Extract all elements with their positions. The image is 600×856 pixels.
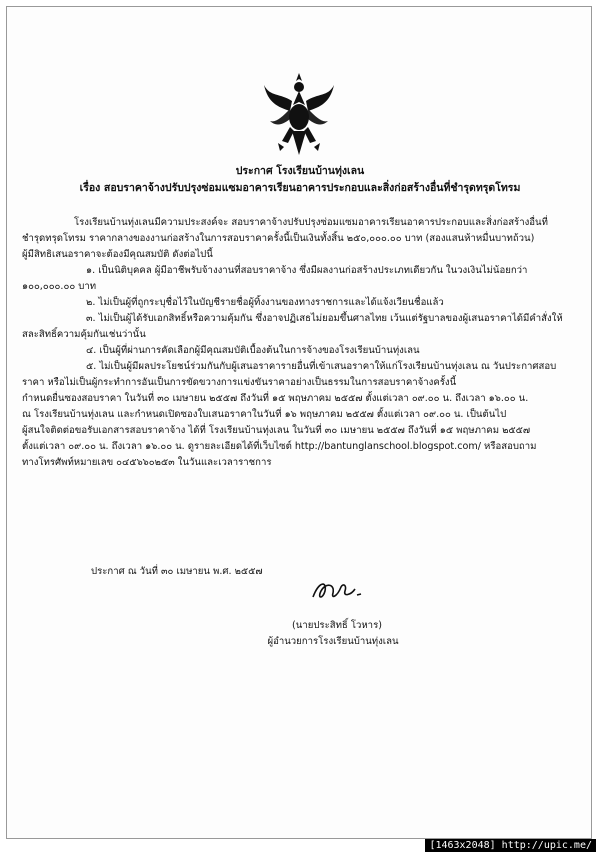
paragraph-line: ผู้มีสิทธิเสนอราคาจะต้องมีคุณสมบัติ ดังต่อไปนี้	[22, 249, 213, 260]
signature-icon	[307, 577, 367, 603]
paragraph-line: กำหนดยื่นซองสอบราคา ในวันที่ ๓๐ เมษายน ๒๕๕๗ ถึงวันที่ ๑๕ พฤษภาคม ๒๕๕๗ ตั้งแต่เวลา ๐๙.๐๐ น. ถึงเวลา ๑๖.๐๐ น.	[22, 393, 529, 404]
signer-position: ผู้อำนวยการโรงเรียนบ้านทุ่งเลน	[267, 636, 399, 647]
announcement-body	[22, 215, 590, 471]
image-host-watermark: [1463x2048] http://upic.me/	[425, 839, 596, 852]
announcement-subject: เรื่อง สอบราคาจ้างปรับปรุงซ่อมแซมอาคารเรียนอาคารประกอบและสิ่งก่อสร้างอื่นที่ชำรุดทรุดโทรม	[79, 182, 521, 194]
paragraph-line: ตั้งแต่เวลา ๐๙.๐๐ น. ถึงเวลา ๑๖.๐๐ น. ดูรายละเอียดได้ที่เว็บไซต์ http://bantunglanschool.blogspot.com/ หรือสอบถาม	[22, 441, 537, 452]
paragraph-line: ๑๐๐,๐๐๐.๐๐ บาท	[22, 281, 97, 292]
paragraph-line: ผู้สนใจติดต่อขอรับเอกสารสอบราคาจ้าง ได้ที่ โรงเรียนบ้านทุ่งเลน ในวันที่ ๓๐ เมษายน ๒๕๕๗ ถึงวันที่ ๑๕ พฤษภาคม ๒๕๕๗	[22, 425, 531, 436]
announcement-date: ประกาศ ณ วันที่ ๓๐ เมษายน พ.ศ. ๒๕๕๗	[91, 566, 263, 577]
signer-name: (นายประสิทธิ์ โวหาร)	[292, 620, 382, 631]
qualification-item: ๓. ไม่เป็นผู้ได้รับเอกสิทธิ์หรือความคุ้มกัน ซึ่งอาจปฏิเสธไม่ยอมขึ้นศาลไทย เว้นแต่รัฐบาลของผู้เสนอราคาได้มีคำสั่งให้	[86, 313, 563, 324]
announcement-title: ประกาศ โรงเรียนบ้านทุ่งเลน	[235, 165, 365, 177]
paragraph-line: โรงเรียนบ้านทุ่งเลนมีความประสงค์จะ สอบราคาจ้างปรับปรุงซ่อมแซมอาคารเรียนอาคารประกอบและสิ่งก่อสร้างอื่นที่	[74, 217, 548, 228]
garuda-emblem-icon	[262, 71, 336, 157]
document-page	[6, 6, 592, 839]
qualification-item: ๒. ไม่เป็นผู้ที่ถูกระบุชื่อไว้ในบัญชีรายชื่อผู้ทิ้งงานของทางราชการและได้แจ้งเวียนชื่อแล้ว	[86, 297, 444, 308]
paragraph-line: ชำรุดทรุดโทรม ราคากลางของงานก่อสร้างในการสอบราคาครั้งนี้เป็นเงินทั้งสิ้น ๒๕๐,๐๐๐.๐๐ บาท (สองแสนห้าหมื่นบาทถ้วน)	[22, 233, 535, 244]
paragraph-line: ทางโทรศัพท์หมายเลข ๐๔๕๖๖๐๒๕๓ ในวันและเวลาราชการ	[22, 457, 272, 468]
qualification-item: ๕. ไม่เป็นผู้มีผลประโยชน์ร่วมกันกับผู้เสนอราคารายอื่นที่เข้าเสนอราคาให้แก่โรงเรียนบ้านทุ่งเลน ณ วันประกาศสอบ	[86, 361, 557, 372]
paragraph-line: ณ โรงเรียนบ้านทุ่งเลน และกำหนดเปิดซองใบเสนอราคาในวันที่ ๑๖ พฤษภาคม ๒๕๕๗ ตั้งแต่เวลา ๐๙.๐๐ น. เป็นต้นไป	[22, 409, 507, 420]
qualification-item: ๔. เป็นผู้ที่ผ่านการคัดเลือกผู้มีคุณสมบัติเบื้องต้นในการจ้างของโรงเรียนบ้านทุ่งเลน	[86, 345, 420, 356]
paragraph-line: สละสิทธิ์ความคุ้มกันเช่นว่านั้น	[22, 329, 146, 340]
qualification-item: ๑. เป็นนิติบุคคล ผู้มีอาชีพรับจ้างงานที่สอบราคาจ้าง ซึ่งมีผลงานก่อสร้างประเภทเดียวกัน ในวงเงินไม่น้อยกว่า	[86, 265, 528, 276]
paragraph-line: ราคา หรือไม่เป็นผู้กระทำการอันเป็นการขัดขวางการแข่งขันราคาอย่างเป็นธรรมในการสอบราคาจ้างครั้งนี้	[22, 377, 457, 388]
title-block	[7, 163, 592, 197]
